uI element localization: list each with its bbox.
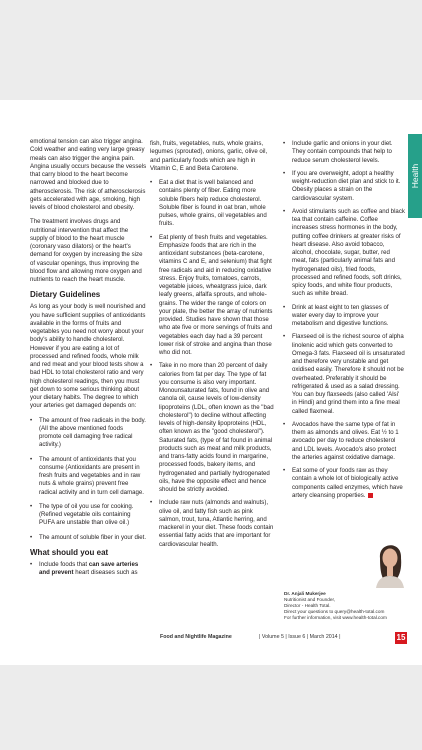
magazine-name: Food and Nightlife Magazine: [160, 634, 232, 640]
list-item: [30, 561, 147, 578]
list-item-emphasis: can save arteries and prevent: [39, 560, 139, 576]
author-contact: Direct your questions to query@health-total.com: [284, 609, 385, 614]
list-item: • Include raw nuts (almonds and walnuts), olive oil, and fatty fish such as pink salmon, trout, tuna, Atlantic herring, and mackerel in your diet. These foods contain essential fatty acids that are important for cardiovascular health.: [150, 499, 274, 549]
list-item-text: heart diseases such as: [73, 569, 138, 576]
list-item: [283, 467, 405, 500]
end-mark-icon: [368, 493, 373, 498]
column-2: [150, 140, 274, 554]
author-role-2: Director - Health Total.: [284, 603, 331, 608]
column-1: [30, 138, 147, 583]
author-name: Dr. Anjali Mukerjee: [284, 591, 326, 596]
author-website: For further information, visit www.health-total.com: [284, 615, 387, 620]
issue-info: | Volume 5 | Issue 6 | March 2014 |: [259, 634, 341, 640]
list-item: • The amount of antioxidants that you consume (Antioxidants are present in fresh fruits and vegetables and in raw nuts & whole grains) prevent free radical activity and in turn cell damage.: [30, 456, 147, 497]
list-item: • The amount of soluble fiber in your diet.: [30, 534, 147, 542]
list-item: • Drink at least eight to ten glasses of water every day to improve your metabolism and digestive functions.: [283, 304, 405, 329]
list-item-text: Include foods that: [39, 560, 89, 568]
magazine-page: [0, 100, 422, 665]
bullet-list: [30, 417, 147, 542]
page-number: 15: [396, 633, 406, 642]
page-footer: [160, 632, 415, 644]
heading-dietary-guidelines: Dietary Guidelines: [30, 290, 101, 300]
list-item: • Flaxseed oil is the richest source of alpha linolenic acid which gets converted to Omega-3 fats. Flaxseed oil is unsaturated and therefore very unstable and get oxidised easily. Therefore it should not be overheated. Preferably it should be refrigerated & used as a salad dressing. You can buy flaxseeds (also called 'Alsi' in Hindi) and grind them into a fine meal called flaxmeal.: [283, 333, 405, 416]
paragraph: emotional tension can also trigger angina. Cold weather and eating very large greasy meals can also trigger the angina pain. Angina usually occurs because the vessels that carry blood to the heart become narrowed and blocked due to atherosclerosis. The risk of atherosclerosis gets accelerated with age, smoking, high levels of blood cholesterol and obesity.: [30, 138, 147, 211]
bullet-list: [30, 561, 147, 578]
list-item: • If you are overweight, adopt a healthy weight-reduction diet plan and stick to it. Obesity places a strain on the cardiovascular system.: [283, 170, 405, 203]
list-item: • Eat plenty of fresh fruits and vegetables. Emphasize foods that are rich in the antioxidant substances (beta-carotene, vitamins C and E, and selenium) that fight free radicals and aid in reducing oxidative stress. Enjoy fruits, tomatoes, carrots, vegetable juices, wheatgrass juice, dark leafy greens, alfalfa sprouts, and whole-grains. The wider the range of colors on your plate, the better the array of nutrients provided. Studies have shown that those who ate five or more servings of fruits and vegetables each day had a 39 percent lower risk of stroke and angina than those who did not.: [150, 234, 274, 358]
heading-what-should-you-eat: What should you eat: [30, 547, 109, 557]
column-3: [283, 140, 405, 505]
list-item: • Avoid stimulants such as coffee and black tea that contain caffeine. Coffee increases stress hormones in the body, putting coffee drinkers at greater risks of heart disease. Also avoid tobacco, alcohol, chocolate, sugar, butter, red meat, fats (particularly animal fats and hydrogenated oils), fried foods, processed and refined foods, soft drinks, spicy foods, and white flour products, such as white bread.: [283, 208, 405, 299]
list-item: • Include garlic and onions in your diet. They contain compounds that help to reduce serum cholesterol levels.: [283, 140, 405, 165]
author-photo: [372, 536, 408, 588]
paragraph: The treatment involves drugs and nutritional intervention that affect the supply of blood to the heart muscle (coronary vaso dilators) or the heart's demand for oxygen by increasing the size of vascular openings, thus improving the blood flow and allowing more oxygen and nutrients to reach the heart muscle.: [30, 218, 143, 283]
paragraph: As long as your body is well nourished and you have sufficient supplies of antioxidants available in the forms of fruits and vegetables you need not worry about your body's ability to handle cholesterol. However if you are eating a lot of processed and refined foods, whole milk and red meat and your blood tests show a bad HDL to total cholesterol ratio and very high cholesterol readings, then you must get down to some serious thinking about your dietary habits. The degree to which your arteries get damaged depends on:: [30, 303, 146, 410]
list-item: • Take in no more than 20 percent of daily calories from fat per day. The type of fat you consume is also very important. Monounsaturated fats, found in olive and canola oil, cause levels of low-density lipoproteins (LDL, often known as the "bad cholesterol") to decline without affecting levels of high-density lipoproteins (HDL, often known as the "good cholesterol"). Saturated fats, (type of fat found in animal products such as meat and milk products, and trans-fatty acids found in margarine, processed foods, bakery items, and hydrogenated and partially hydrogenated oils, have the opposite effect and hence should be strictly avoided.: [150, 362, 274, 494]
section-tab-health: [408, 134, 422, 218]
author-role: Nutritionist and Founder,: [284, 597, 336, 602]
section-tab-label: Health: [410, 163, 420, 189]
bullet-list: [150, 179, 274, 549]
paragraph: fish, fruits, vegetables, nuts, whole grains, legumes (sprouted), onions, garlic, olive oil, and particularly foods which are high in Vitamin C, E and Beta Carotene.: [150, 140, 268, 172]
list-item-text: Eat some of your foods raw as they contain a whole lot of biologically active components called enzymes, which have artery cleansing properties.: [292, 467, 403, 499]
author-box: [284, 576, 414, 626]
list-item: • The amount of free radicals in the body. (All the above mentioned foods promote cell damaging free radical activity.): [30, 417, 147, 450]
list-item: • Eat a diet that is well balanced and contains plenty of fiber. Eating more soluble fibers help reduce cholesterol. Soluble fiber is found in oat bran, whole pulses, whole grains, oil vegetables and fruits.: [150, 179, 274, 229]
bullet-list: [283, 140, 405, 500]
list-item: • Avocados have the same type of fat in them as almonds and olives. Eat ½ to 1 avocado per day to reduce cholesterol and LDL levels. Avocado's also protect the arteries against oxidative damage.: [283, 421, 405, 462]
author-info: [284, 591, 414, 621]
list-item: • The type of oil you use for cooking. (Refined vegetable oils containing PUFA are unstable than olive oil.): [30, 503, 147, 528]
